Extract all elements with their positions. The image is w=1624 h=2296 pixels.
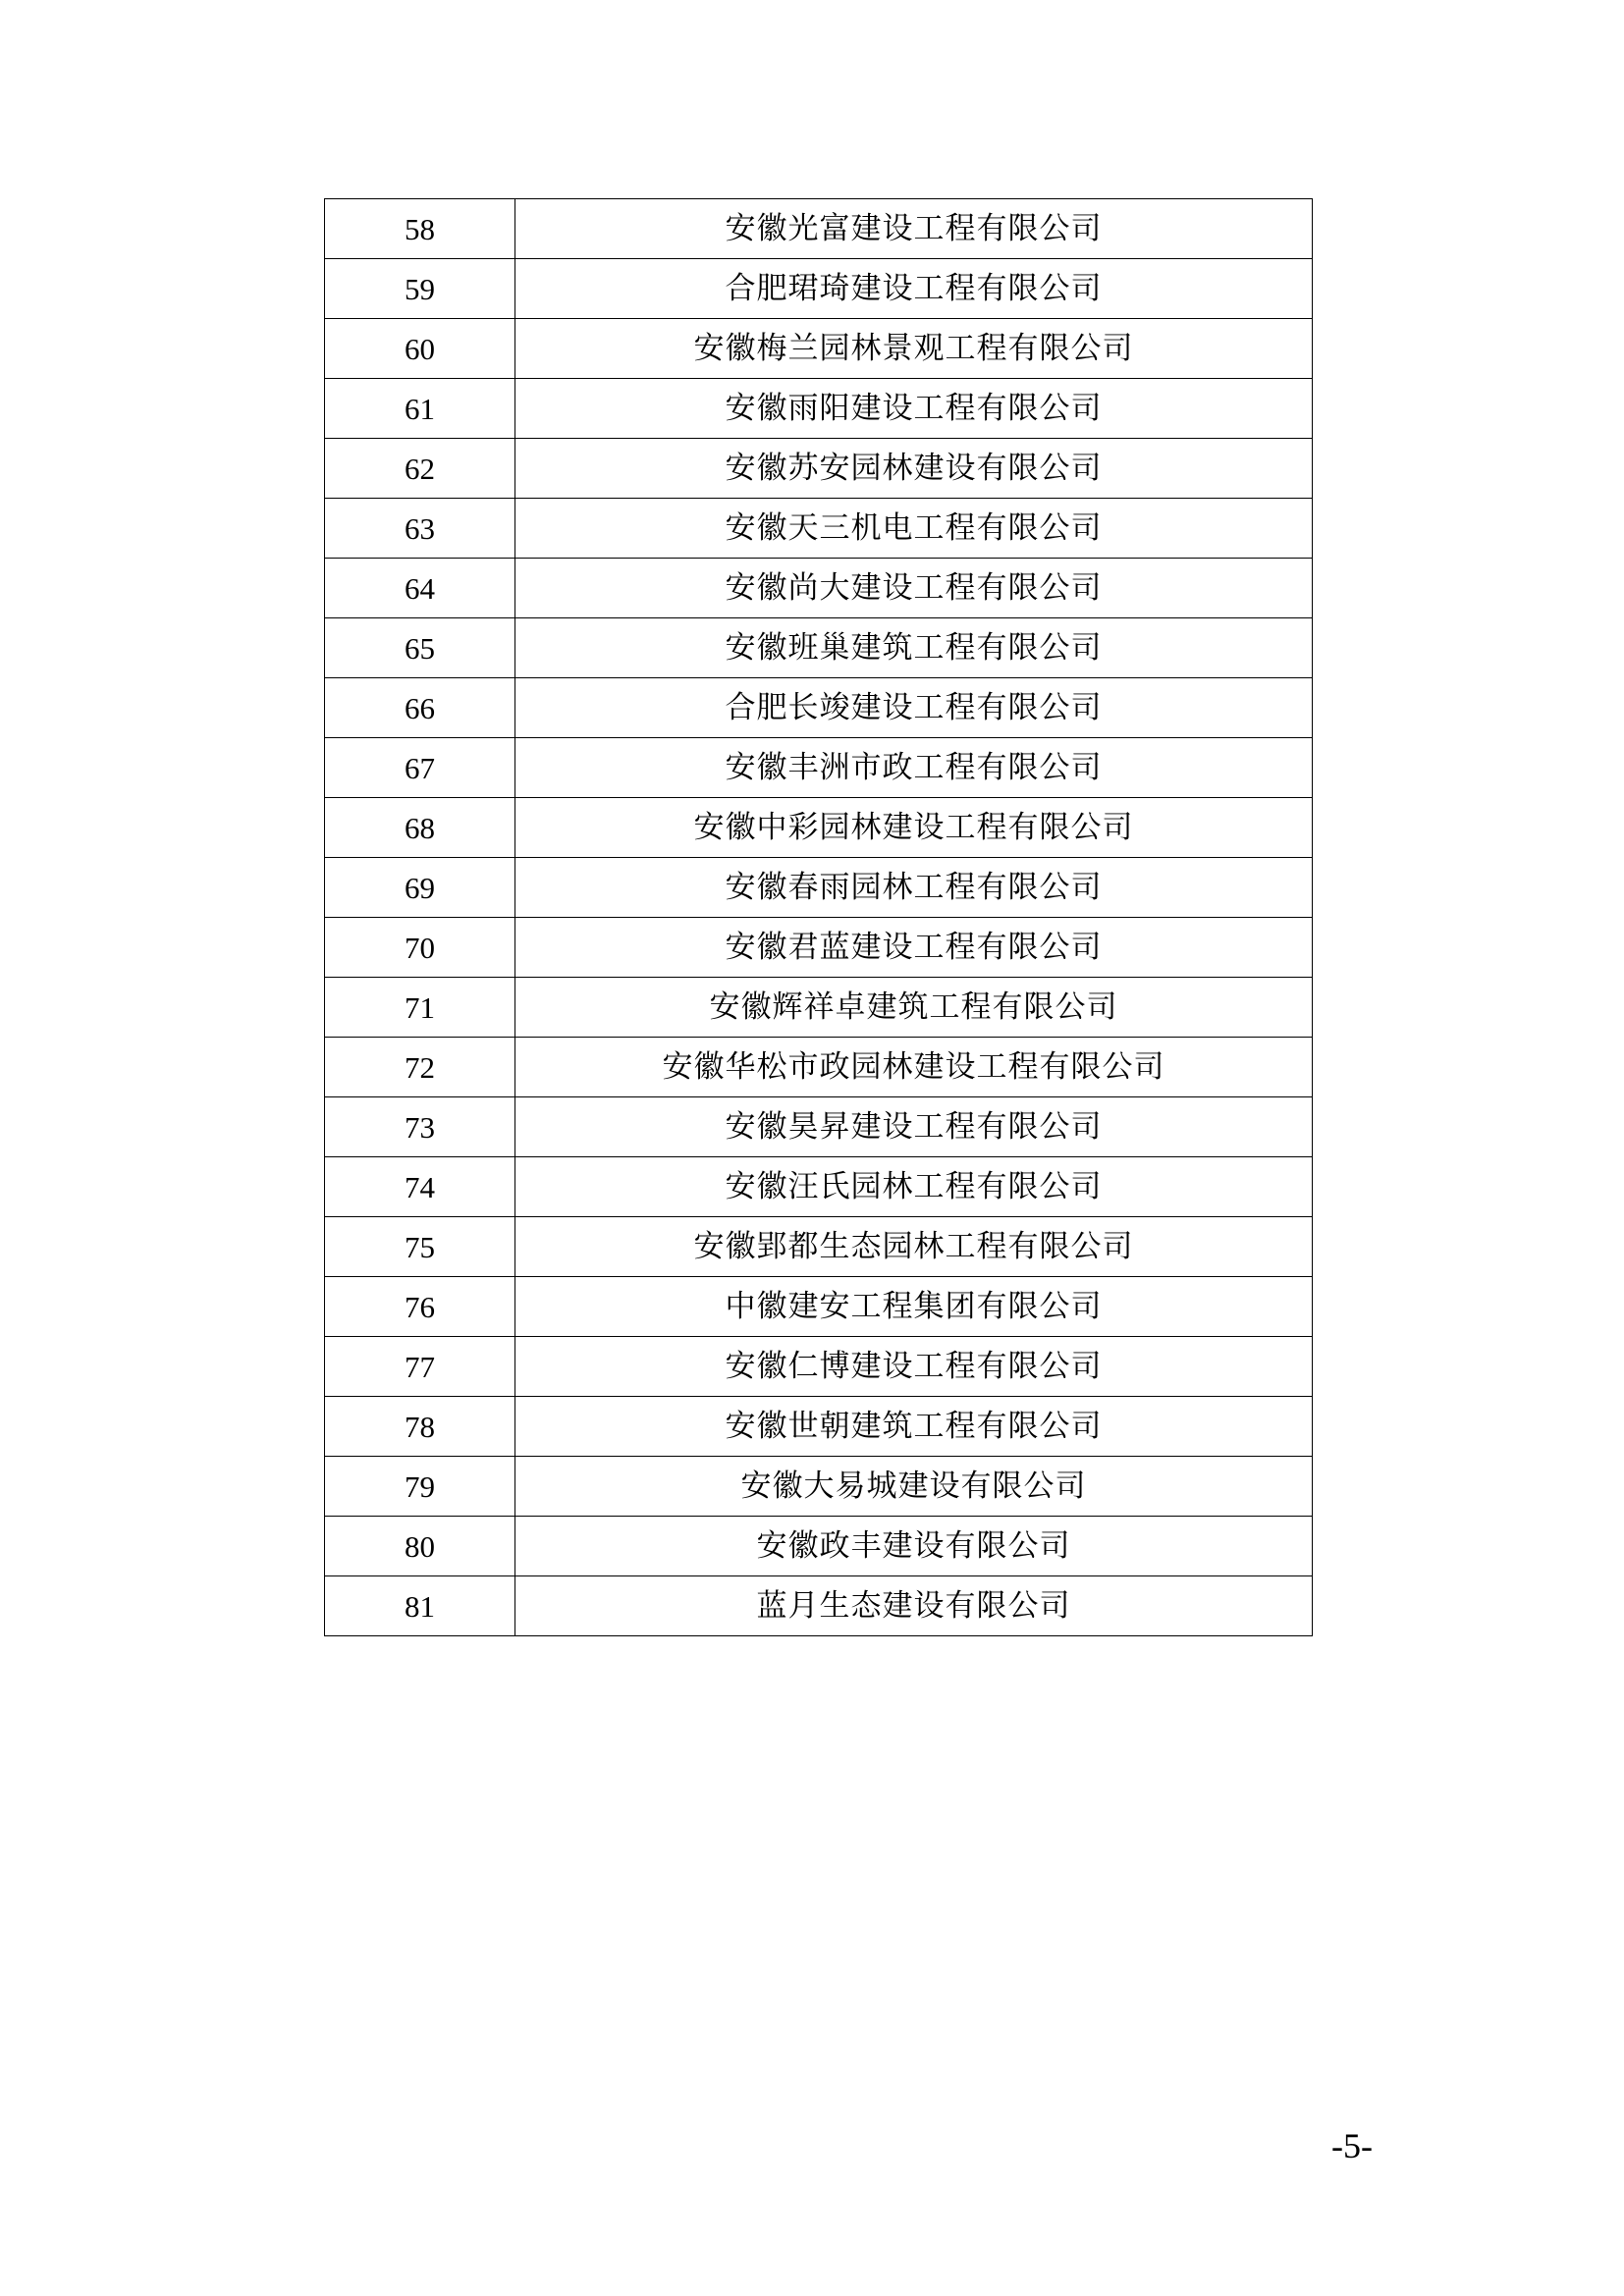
company-list-table	[324, 198, 1313, 1636]
table-row	[325, 319, 1313, 379]
table-row	[325, 439, 1313, 499]
company-name-cell: 合肥珺琦建设工程有限公司	[515, 259, 1313, 319]
row-number-cell: 58	[325, 199, 515, 259]
table-row	[325, 1097, 1313, 1157]
company-name-cell: 安徽光富建设工程有限公司	[515, 199, 1313, 259]
row-number-cell: 77	[325, 1337, 515, 1397]
table-body	[325, 199, 1313, 1636]
table-row	[325, 1576, 1313, 1636]
company-name-cell: 安徽汪氏园林工程有限公司	[515, 1157, 1313, 1217]
table-row	[325, 1157, 1313, 1217]
company-name-cell: 安徽仁博建设工程有限公司	[515, 1337, 1313, 1397]
company-name-cell: 安徽昊昇建设工程有限公司	[515, 1097, 1313, 1157]
row-number-cell: 80	[325, 1517, 515, 1576]
row-number-cell: 63	[325, 499, 515, 559]
table-row	[325, 379, 1313, 439]
row-number-cell: 74	[325, 1157, 515, 1217]
company-name-cell: 安徽辉祥卓建筑工程有限公司	[515, 978, 1313, 1038]
row-number-cell: 75	[325, 1217, 515, 1277]
company-name-cell: 安徽政丰建设有限公司	[515, 1517, 1313, 1576]
table-row	[325, 1517, 1313, 1576]
table-row	[325, 199, 1313, 259]
company-name-cell: 中徽建安工程集团有限公司	[515, 1277, 1313, 1337]
table-row	[325, 678, 1313, 738]
company-name-cell: 安徽中彩园林建设工程有限公司	[515, 798, 1313, 858]
table-row	[325, 559, 1313, 618]
row-number-cell: 68	[325, 798, 515, 858]
company-name-cell: 安徽天三机电工程有限公司	[515, 499, 1313, 559]
company-name-cell: 安徽郢都生态园林工程有限公司	[515, 1217, 1313, 1277]
company-name-cell: 安徽雨阳建设工程有限公司	[515, 379, 1313, 439]
table-row	[325, 1277, 1313, 1337]
table-row	[325, 858, 1313, 918]
table-row	[325, 499, 1313, 559]
table-row	[325, 1038, 1313, 1097]
table-row	[325, 259, 1313, 319]
row-number-cell: 65	[325, 618, 515, 678]
row-number-cell: 71	[325, 978, 515, 1038]
row-number-cell: 81	[325, 1576, 515, 1636]
table-row	[325, 1217, 1313, 1277]
row-number-cell: 60	[325, 319, 515, 379]
table-row	[325, 918, 1313, 978]
company-name-cell: 安徽君蓝建设工程有限公司	[515, 918, 1313, 978]
company-name-cell: 安徽梅兰园林景观工程有限公司	[515, 319, 1313, 379]
table-row	[325, 1337, 1313, 1397]
table-row	[325, 618, 1313, 678]
table-row	[325, 1457, 1313, 1517]
table-row	[325, 798, 1313, 858]
company-name-cell: 安徽班巢建筑工程有限公司	[515, 618, 1313, 678]
page-number: -5-	[1331, 2126, 1373, 2165]
row-number-cell: 72	[325, 1038, 515, 1097]
row-number-cell: 70	[325, 918, 515, 978]
table-row	[325, 738, 1313, 798]
company-name-cell: 安徽丰洲市政工程有限公司	[515, 738, 1313, 798]
row-number-cell: 59	[325, 259, 515, 319]
company-name-cell: 安徽尚大建设工程有限公司	[515, 559, 1313, 618]
row-number-cell: 78	[325, 1397, 515, 1457]
table-row	[325, 1397, 1313, 1457]
table-row	[325, 978, 1313, 1038]
company-name-cell: 安徽华松市政园林建设工程有限公司	[515, 1038, 1313, 1097]
company-name-cell: 安徽世朝建筑工程有限公司	[515, 1397, 1313, 1457]
row-number-cell: 69	[325, 858, 515, 918]
company-name-cell: 安徽苏安园林建设有限公司	[515, 439, 1313, 499]
row-number-cell: 67	[325, 738, 515, 798]
company-name-cell: 合肥长竣建设工程有限公司	[515, 678, 1313, 738]
row-number-cell: 61	[325, 379, 515, 439]
company-name-cell: 蓝月生态建设有限公司	[515, 1576, 1313, 1636]
row-number-cell: 62	[325, 439, 515, 499]
row-number-cell: 79	[325, 1457, 515, 1517]
company-name-cell: 安徽大易城建设有限公司	[515, 1457, 1313, 1517]
row-number-cell: 76	[325, 1277, 515, 1337]
row-number-cell: 66	[325, 678, 515, 738]
row-number-cell: 64	[325, 559, 515, 618]
row-number-cell: 73	[325, 1097, 515, 1157]
company-name-cell: 安徽春雨园林工程有限公司	[515, 858, 1313, 918]
